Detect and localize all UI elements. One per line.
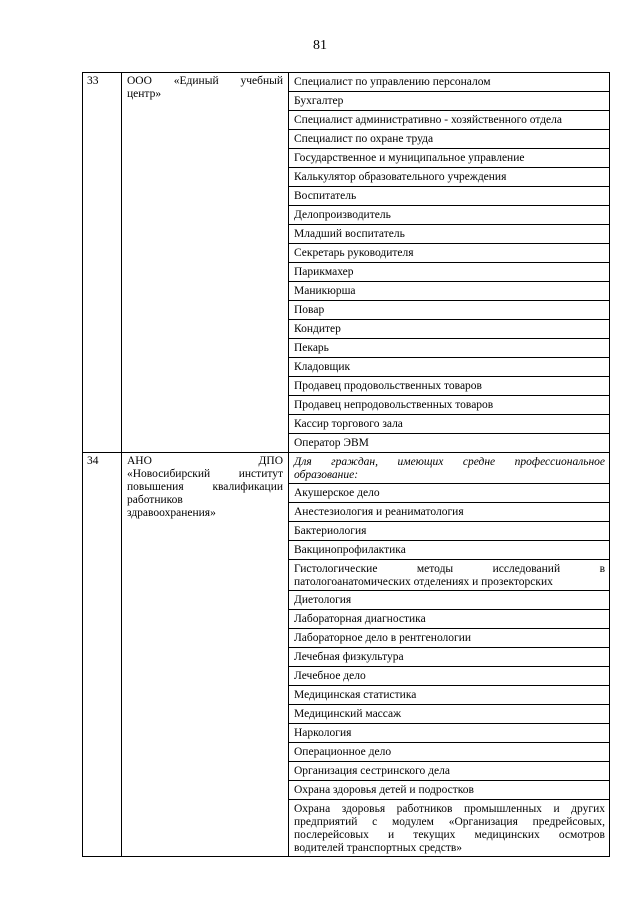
list-item: Младший воспитатель — [289, 225, 609, 244]
list-item: Вакцинопрофилактика — [289, 541, 609, 560]
list-item: Пекарь — [289, 339, 609, 358]
item-line: предприятий с модулем «Организация предрейсовых, — [294, 816, 605, 828]
list-item: Государственное и муниципальное управление — [289, 149, 609, 168]
page-number: 81 — [313, 38, 327, 53]
row-number: 34 — [83, 453, 122, 857]
list-item: Лабораторная диагностика — [289, 610, 609, 629]
organizations-table — [82, 72, 610, 857]
list-item — [289, 560, 609, 591]
item-line: водителей транспортных средств» — [294, 842, 463, 854]
row-number: 33 — [83, 73, 122, 453]
org-name-line: здравоохранения» — [127, 507, 216, 519]
list-intro — [289, 453, 609, 484]
organization-name — [122, 73, 289, 453]
list-item: Специалист административно - хозяйственного отдела — [289, 111, 609, 130]
list-item: Маникюрша — [289, 282, 609, 301]
list-item — [289, 800, 609, 856]
list-item: Воспитатель — [289, 187, 609, 206]
list-item: Организация сестринского дела — [289, 762, 609, 781]
item-line: Гистологические методы исследований в — [294, 563, 605, 575]
table-row — [83, 73, 610, 453]
list-item: Бухгалтер — [289, 92, 609, 111]
list-item: Специалист по охране труда — [289, 130, 609, 149]
list-item: Делопроизводитель — [289, 206, 609, 225]
programs-list — [289, 453, 610, 857]
org-name-line: повышения квалификации — [127, 481, 283, 493]
list-item: Бактериология — [289, 522, 609, 541]
list-item: Анестезиология и реаниматология — [289, 503, 609, 522]
intro-line: Для граждан, имеющих средне профессиональное — [294, 456, 605, 468]
org-name-line: работников — [127, 494, 183, 506]
list-item: Секретарь руководителя — [289, 244, 609, 263]
table-row — [83, 453, 610, 857]
list-item: Наркология — [289, 724, 609, 743]
list-item: Лечебная физкультура — [289, 648, 609, 667]
org-name-line: АНО ДПО — [127, 455, 283, 467]
list-item: Охрана здоровья детей и подростков — [289, 781, 609, 800]
org-name-line: ООО «Единый учебный — [127, 75, 283, 87]
list-item: Лечебное дело — [289, 667, 609, 686]
programs-list — [289, 73, 610, 453]
org-name-line: «Новосибирский институт — [127, 468, 283, 480]
list-item: Акушерское дело — [289, 484, 609, 503]
list-item: Медицинская статистика — [289, 686, 609, 705]
org-name-line: центр» — [127, 88, 162, 100]
item-line: патологоанатомических отделениях и прозекторских — [294, 576, 553, 588]
item-line: Охрана здоровья работников промышленных и других — [294, 803, 605, 815]
list-item: Лабораторное дело в рентгенологии — [289, 629, 609, 648]
intro-line: образование: — [294, 469, 359, 481]
list-item: Медицинский массаж — [289, 705, 609, 724]
list-item: Продавец продовольственных товаров — [289, 377, 609, 396]
list-item: Кондитер — [289, 320, 609, 339]
list-item: Операционное дело — [289, 743, 609, 762]
list-item: Повар — [289, 301, 609, 320]
list-item: Калькулятор образовательного учреждения — [289, 168, 609, 187]
list-item: Продавец непродовольственных товаров — [289, 396, 609, 415]
organization-name — [122, 453, 289, 857]
list-item: Кассир торгового зала — [289, 415, 609, 434]
item-line: послерейсовых и текущих медицинских осмотров — [294, 829, 605, 841]
list-item: Оператор ЭВМ — [294, 437, 369, 449]
list-item: Диетология — [289, 591, 609, 610]
list-item: Парикмахер — [289, 263, 609, 282]
list-item: Кладовщик — [289, 358, 609, 377]
list-item: Специалист по управлению персоналом — [289, 73, 609, 92]
